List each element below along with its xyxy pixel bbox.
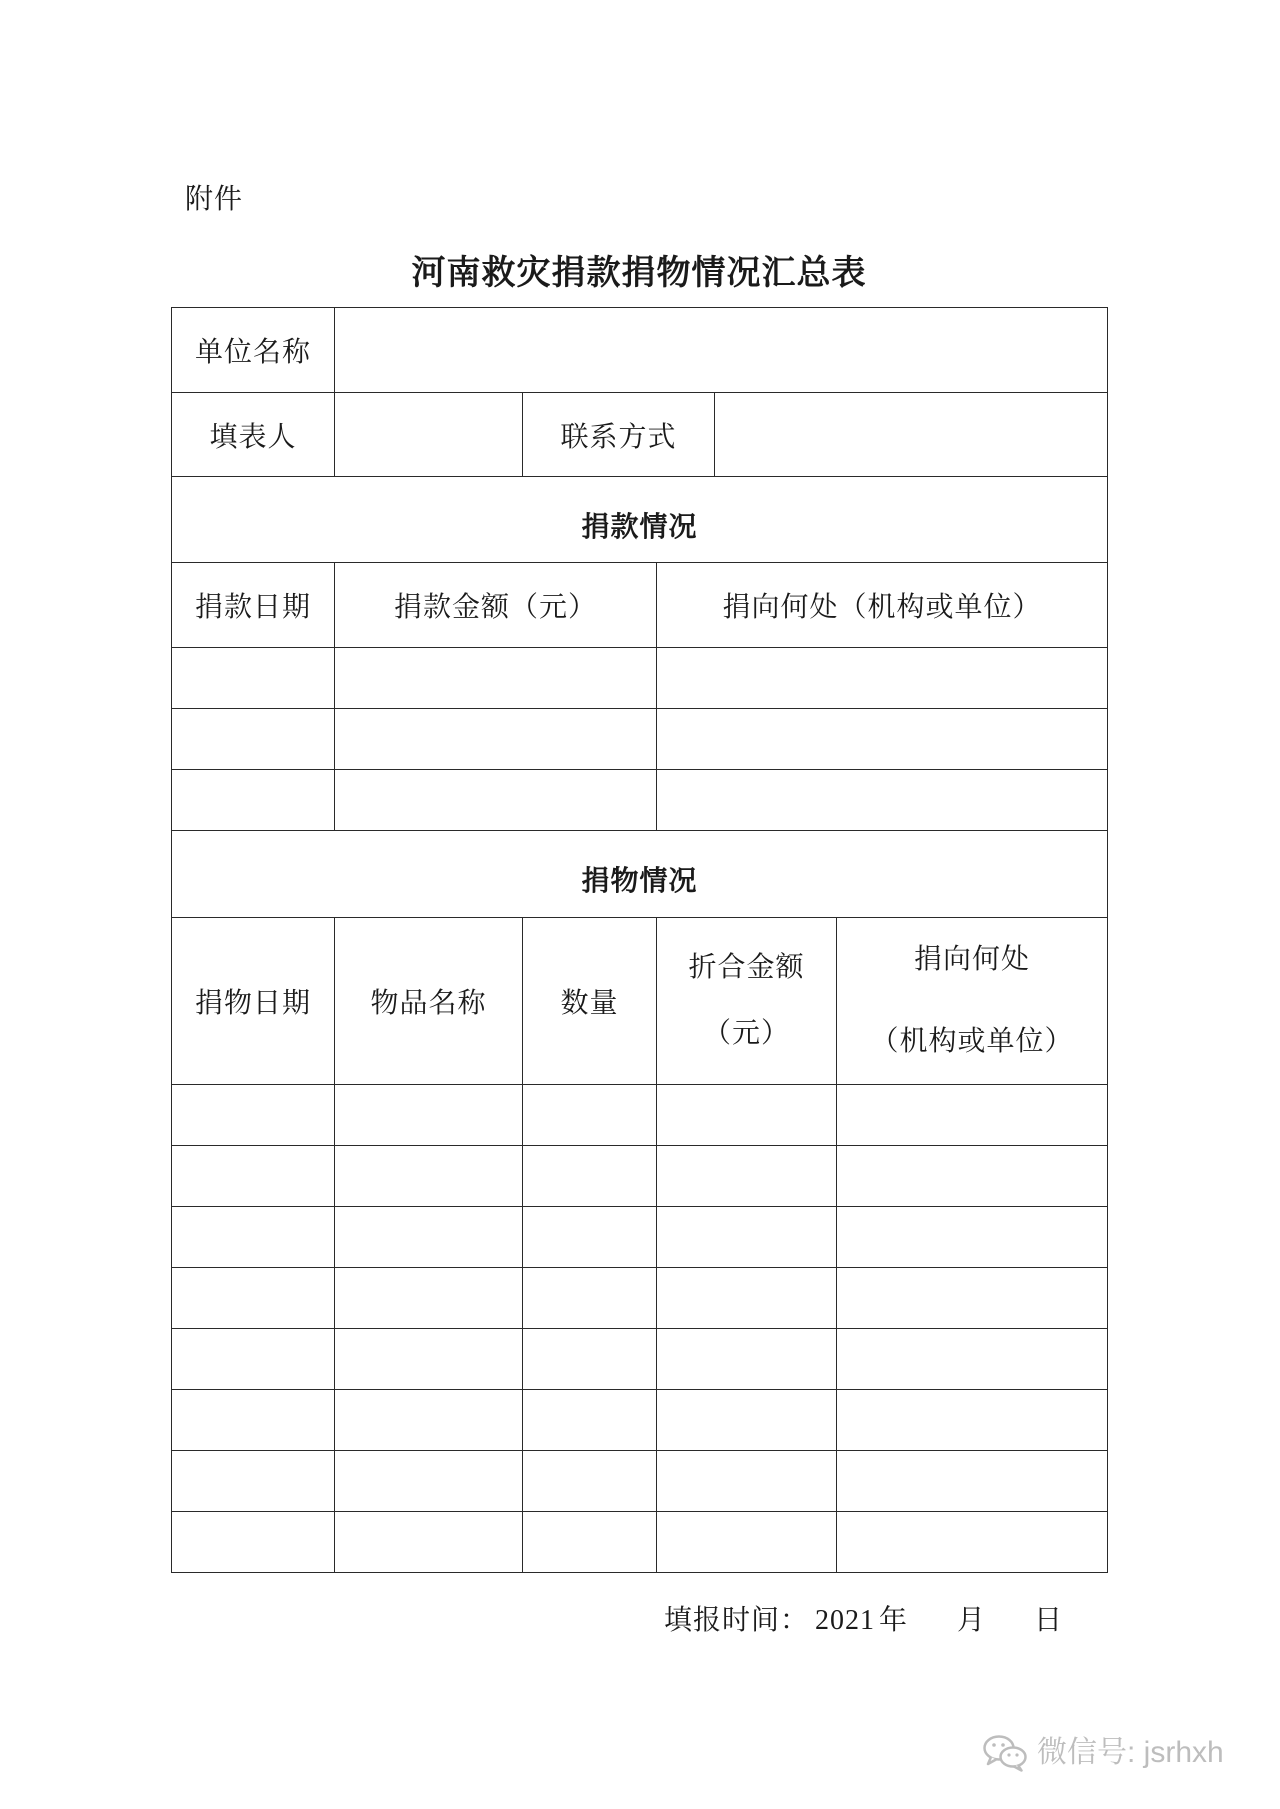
donation-summary-table (171, 307, 1108, 1573)
cash-entry-cell (335, 648, 657, 709)
goods-entry-cell (335, 1329, 523, 1390)
info-block (172, 308, 1108, 648)
cash-entry-cell (657, 648, 1108, 709)
watermark-text: 微信号: jsrhxh (1037, 1736, 1224, 1769)
contact-label: 联系方式 (523, 393, 715, 477)
report-date-label: 填报时间： (664, 1605, 810, 1636)
goods-entry-cell (335, 1390, 523, 1451)
filler-field (335, 393, 523, 477)
goods-entry-cell (172, 1268, 335, 1329)
goods-entry-cell (657, 1329, 837, 1390)
goods-entry-cell (172, 1085, 335, 1146)
goods-entry-row (172, 1085, 1108, 1146)
goods-entry-row (172, 1268, 1108, 1329)
cash-entry-row (172, 770, 1108, 831)
goods-entry-row (172, 1146, 1108, 1207)
cash-entry-row (172, 709, 1108, 770)
cash-entry-cell (335, 709, 657, 770)
unit-name-row (172, 308, 1108, 393)
goods-entry-cell (657, 1512, 837, 1573)
goods-entry-cell (837, 1451, 1108, 1512)
cash-date-header: 捐款日期 (172, 563, 335, 648)
goods-header-row (172, 918, 1108, 1085)
report-date-day-unit: 日 (1034, 1605, 1064, 1636)
cash-entry-cell (335, 770, 657, 831)
goods-entry-cell (523, 1207, 657, 1268)
goods-entry-cell (172, 1390, 335, 1451)
goods-entry-row (172, 1329, 1108, 1390)
goods-entry-cell (335, 1207, 523, 1268)
report-date-year: 2021 (815, 1605, 876, 1636)
goods-entry-cell (172, 1146, 335, 1207)
report-date-year-unit: 年 (879, 1605, 909, 1636)
goods-entry-cell (335, 1146, 523, 1207)
goods-entry-cell (523, 1390, 657, 1451)
goods-entry-cell (837, 1329, 1108, 1390)
goods-entry-row (172, 1207, 1108, 1268)
goods-entry-cell (172, 1329, 335, 1390)
goods-quantity-header: 数量 (523, 918, 657, 1085)
goods-entry-cell (657, 1146, 837, 1207)
goods-entry-cell (837, 1390, 1108, 1451)
goods-entry-row (172, 1390, 1108, 1451)
goods-entry-cell (837, 1207, 1108, 1268)
attachment-label: 附件 (185, 184, 244, 215)
goods-item-name-header: 物品名称 (335, 918, 523, 1085)
goods-entry-cell (657, 1085, 837, 1146)
goods-section-title: 捐物情况 (172, 831, 1108, 918)
goods-entry-cell (523, 1085, 657, 1146)
goods-destination-header-line2: （机构或单位） (870, 1026, 1074, 1057)
goods-entry-cell (172, 1512, 335, 1573)
goods-entry-cell (172, 1207, 335, 1268)
cash-entry-cell (172, 709, 335, 770)
cash-section-title: 捐款情况 (172, 477, 1108, 563)
goods-entry-cell (523, 1512, 657, 1573)
cash-amount-header: 捐款金额（元） (335, 563, 657, 648)
cash-destination-header: 捐向何处（机构或单位） (657, 563, 1108, 648)
wechat-icon (982, 1733, 1028, 1773)
goods-entry-cell (657, 1207, 837, 1268)
cash-entry-row (172, 648, 1108, 709)
goods-entry-cell (335, 1268, 523, 1329)
filler-contact-row (172, 393, 1108, 477)
goods-entry-cell (657, 1268, 837, 1329)
goods-entry-row (172, 1451, 1108, 1512)
goods-entry-cell (335, 1512, 523, 1573)
goods-value-header-line1: 折合金额 (688, 952, 805, 983)
cash-header-row (172, 563, 1108, 648)
cash-entry-cell (657, 709, 1108, 770)
report-date-month-unit: 月 (957, 1605, 987, 1636)
goods-value-header-line2: （元） (702, 1018, 790, 1049)
goods-section-title-row (172, 831, 1108, 918)
goods-destination-header-line1: 捐向何处 (914, 944, 1031, 975)
goods-entry-cell (837, 1146, 1108, 1207)
goods-entry-cell (657, 1451, 837, 1512)
cash-entry-cell (172, 770, 335, 831)
goods-entry-cell (837, 1085, 1108, 1146)
contact-field (715, 393, 1108, 477)
cash-rows (172, 648, 1108, 831)
goods-entry-cell (523, 1268, 657, 1329)
goods-entry-row (172, 1512, 1108, 1573)
goods-entry-cell (523, 1329, 657, 1390)
goods-entry-cell (837, 1268, 1108, 1329)
goods-header-block (172, 831, 1108, 1085)
goods-entry-cell (523, 1451, 657, 1512)
goods-entry-cell (657, 1390, 837, 1451)
goods-entry-cell (837, 1512, 1108, 1573)
goods-entry-cell (335, 1451, 523, 1512)
goods-rows (172, 1085, 1108, 1573)
filler-label: 填表人 (172, 393, 335, 477)
goods-entry-cell (172, 1451, 335, 1512)
goods-date-header: 捐物日期 (172, 918, 335, 1085)
goods-entry-cell (523, 1146, 657, 1207)
goods-value-header (657, 918, 837, 1085)
cash-entry-cell (657, 770, 1108, 831)
cash-section-title-row (172, 477, 1108, 563)
unit-name-field (335, 308, 1108, 393)
unit-name-label: 单位名称 (172, 308, 335, 393)
report-date (664, 1604, 908, 1638)
cash-entry-cell (172, 648, 335, 709)
form-title: 河南救灾捐款捐物情况汇总表 (411, 255, 867, 292)
goods-destination-header (837, 918, 1108, 1085)
goods-entry-cell (335, 1085, 523, 1146)
